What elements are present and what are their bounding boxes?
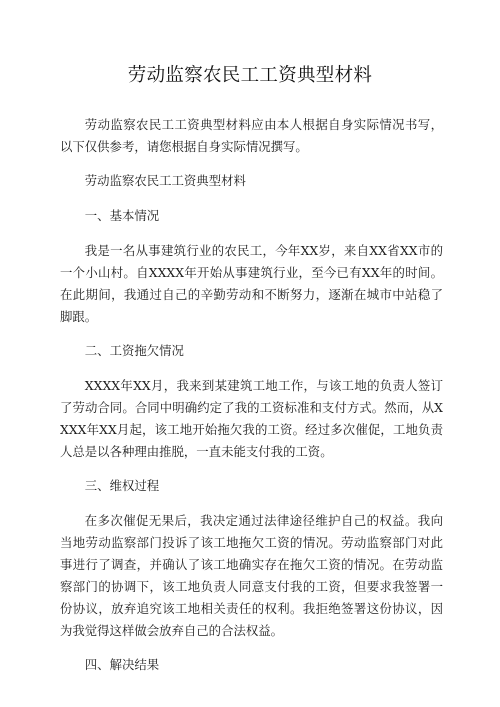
section-heading-resolution: 四、解决结果 (84, 657, 160, 672)
section-heading-wage-arrears: 二、工资拖欠情况 (84, 343, 184, 358)
intro-paragraph: 劳动监察农民工工资典型材料应由本人根据自身实际情况书写，以下仅供参考，请您根据自身实际情况撰写。 (60, 117, 443, 154)
section-heading-basic-info: 一、基本情况 (84, 208, 160, 223)
document-body (60, 114, 443, 688)
subtitle-paragraph: 劳动监察农民工工资典型材料 (84, 173, 246, 188)
rights-process-paragraph: 在多次催促无果后，我决定通过法律途径维护自己的权益。我向当地劳动监察部门投诉了该工地拖欠工资的情况。劳动监察部门对此事进行了调查，并确认了该工地确实存在拖欠工资的情况。在劳动监察部门的协调下，该工地负责人同意支付我的工资，但要求我签署一份协议，放弃追究该工地相关责任的权利。我拒绝签署这份协议，因为我觉得这样做会放弃自己的合法权益。 (60, 513, 443, 638)
section-heading-rights-process: 三、维权过程 (84, 478, 160, 493)
wage-arrears-paragraph: XXXX年XX月，我来到某建筑工地工作，与该工地的负责人签订了劳动合同。合同中明确约定了我的工资标准和支付方式。然而，从XXXX年XX月起，该工地开始拖欠我的工资。经过多次催促，工地负责人总是以各种理由推脱，一直未能支付我的工资。 (60, 378, 443, 459)
basic-info-paragraph: 我是一名从事建筑行业的农民工，今年XX岁，来自XX省XX市的一个小山村。自XXXX年开始从事建筑行业，至今已有XX年的时间。在此期间，我通过自己的辛勤劳动和不断努力，逐渐在城市中站稳了脚跟。 (60, 243, 443, 324)
document-title: 劳动监察农民工工资典型材料 (127, 65, 373, 86)
